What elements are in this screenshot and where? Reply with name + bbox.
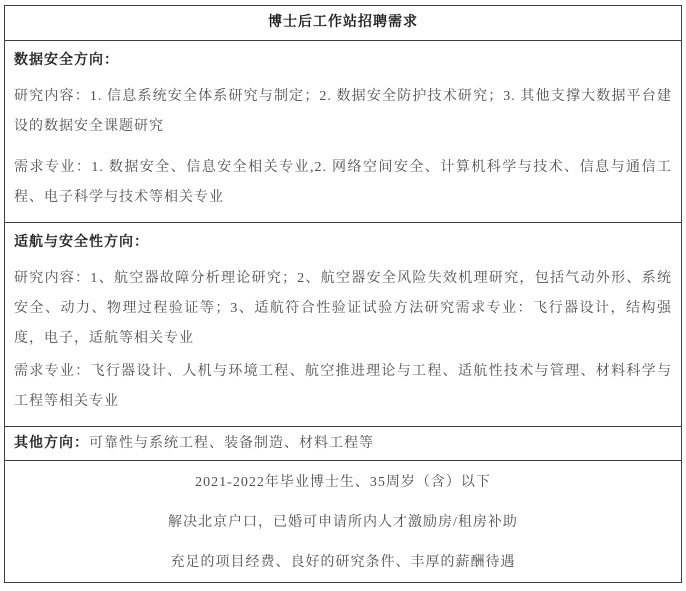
other-directions-text: 可靠性与系统工程、装备制造、材料工程等 (89, 436, 374, 451)
research-content-data-security: 研究内容：1. 信息系统安全体系研究与制定；2. 数据安全防护技术研究；3. 其他支撑大数据平台建设的数据安全课题研究 (14, 89, 672, 134)
section-heading-airworthiness-safety: 适航与安全性方向： (14, 235, 149, 250)
research-content-airworthiness-safety: 研究内容：1、航空器故障分析理论研究；2、航空器安全风险失效机理研究，包括气动外形、系统安全、动力、物理过程验证等；3、适航符合性验证试验方法研究需求专业：飞行器设计，结构强度，电子，适航等相关专业 (14, 271, 672, 346)
required-majors-data-security: 需求专业：1. 数据安全、信息安全相关专业,2. 网络空间安全、计算机科学与技术、信息与通信工程、电子科学与技术等相关专业 (14, 160, 672, 205)
section-other-directions (5, 427, 681, 461)
recruitment-requirements-table (4, 5, 682, 583)
section-data-security (5, 41, 681, 223)
footer-line-benefits-housing: 解决北京户口，已婚可申请所内人才激励房/租房补助 (168, 515, 518, 530)
table-title: 博士后工作站招聘需求 (268, 15, 418, 30)
footer-line-benefits-funding: 充足的项目经费、良好的研究条件、丰厚的薪酬待遇 (170, 555, 516, 570)
section-heading-data-security: 数据安全方向： (14, 53, 119, 68)
table-title-row (5, 6, 681, 41)
required-majors-airworthiness-safety: 需求专业：飞行器设计、人机与环境工程、航空推进理论与工程、适航性技术与管理、材料科学与工程等相关专业 (14, 364, 672, 409)
section-airworthiness-safety (5, 223, 681, 427)
other-directions-heading: 其他方向： (14, 436, 89, 451)
general-requirements-row (5, 461, 681, 584)
footer-line-eligibility: 2021-2022年毕业博士生、35周岁（含）以下 (195, 475, 491, 490)
